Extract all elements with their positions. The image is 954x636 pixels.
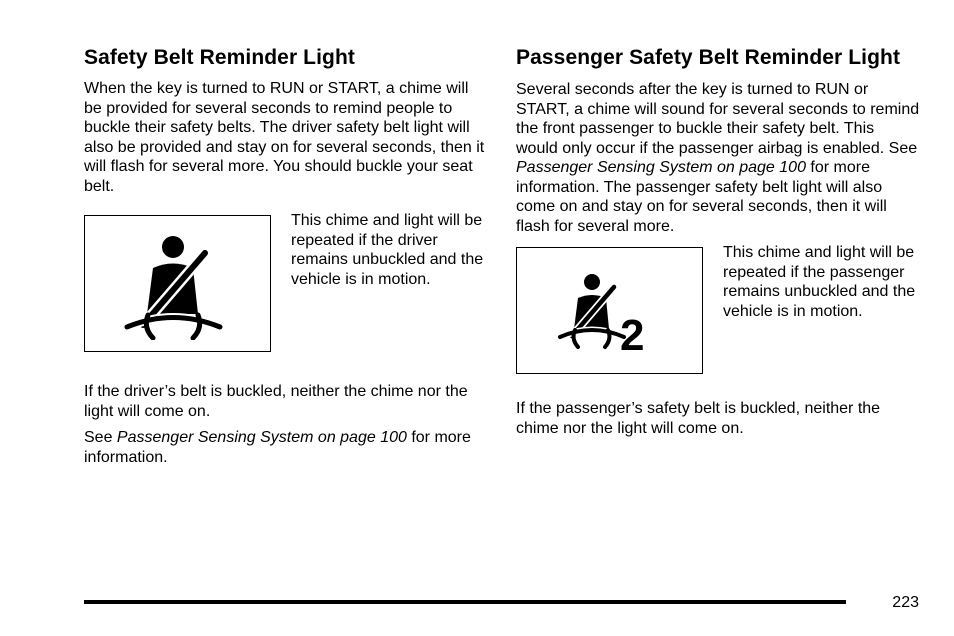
see-reference-paragraph <box>84 428 488 467</box>
passenger-intro-paragraph <box>516 80 920 236</box>
driver-figure-row <box>84 212 488 352</box>
passenger-seatbelt-reminder-icon <box>558 269 662 353</box>
right-column <box>516 44 920 438</box>
section-title-passenger-safety-belt: Passenger Safety Belt Reminder Light <box>516 46 901 69</box>
see-prefix: See <box>84 429 117 446</box>
driver-buckled-paragraph: If the driver’s belt is buckled, neither the chime nor the light will come on. <box>84 383 468 420</box>
passenger-seat-number: 2 <box>619 310 644 353</box>
passenger-buckled-paragraph: If the passenger’s safety belt is buckled, neither the chime nor the light will come on. <box>516 400 881 437</box>
passenger-seatbelt-reminder-figure <box>516 247 703 374</box>
driver-repeat-note: This chime and light will be repeated if the driver remains unbuckled and the vehicle is in motion. <box>291 212 484 288</box>
left-column <box>84 44 488 467</box>
passenger-intro-part1: Several seconds after the key is turned to RUN or START, a chime will sound for several seconds to remind the front passenger to buckle their safety belt. This would only occur if the passenger airbag is enabled. See <box>516 81 920 157</box>
safety-belt-intro-paragraph: When the key is turned to RUN or START, a chime will be provided for several seconds to remind people to buckle their safety belts. The driver safety belt light will also be provided and stay on for several seconds, then it will flash for several more. You should buckle your seat belt. <box>84 80 485 195</box>
passenger-sensing-reference: Passenger Sensing System on page 100 <box>116 429 407 446</box>
passenger-sensing-reference-inline: Passenger Sensing System on page 100 <box>516 159 806 176</box>
driver-seatbelt-reminder-figure <box>84 215 271 352</box>
passenger-figure-row <box>516 244 920 374</box>
passenger-repeat-note: This chime and light will be repeated if the passenger remains unbuckled and the vehicle is in motion. <box>723 244 916 320</box>
see-suffix: for more information. <box>84 429 471 466</box>
driver-seatbelt-reminder-icon <box>123 228 233 340</box>
section-title-safety-belt-reminder: Safety Belt Reminder Light <box>84 46 355 69</box>
passenger-intro-part2: for more information. The passenger safety belt light will also come on and stay on for several seconds, then it will flash for several more. <box>516 159 887 235</box>
footer-rule <box>84 600 846 604</box>
page-number: 223 <box>892 594 919 611</box>
